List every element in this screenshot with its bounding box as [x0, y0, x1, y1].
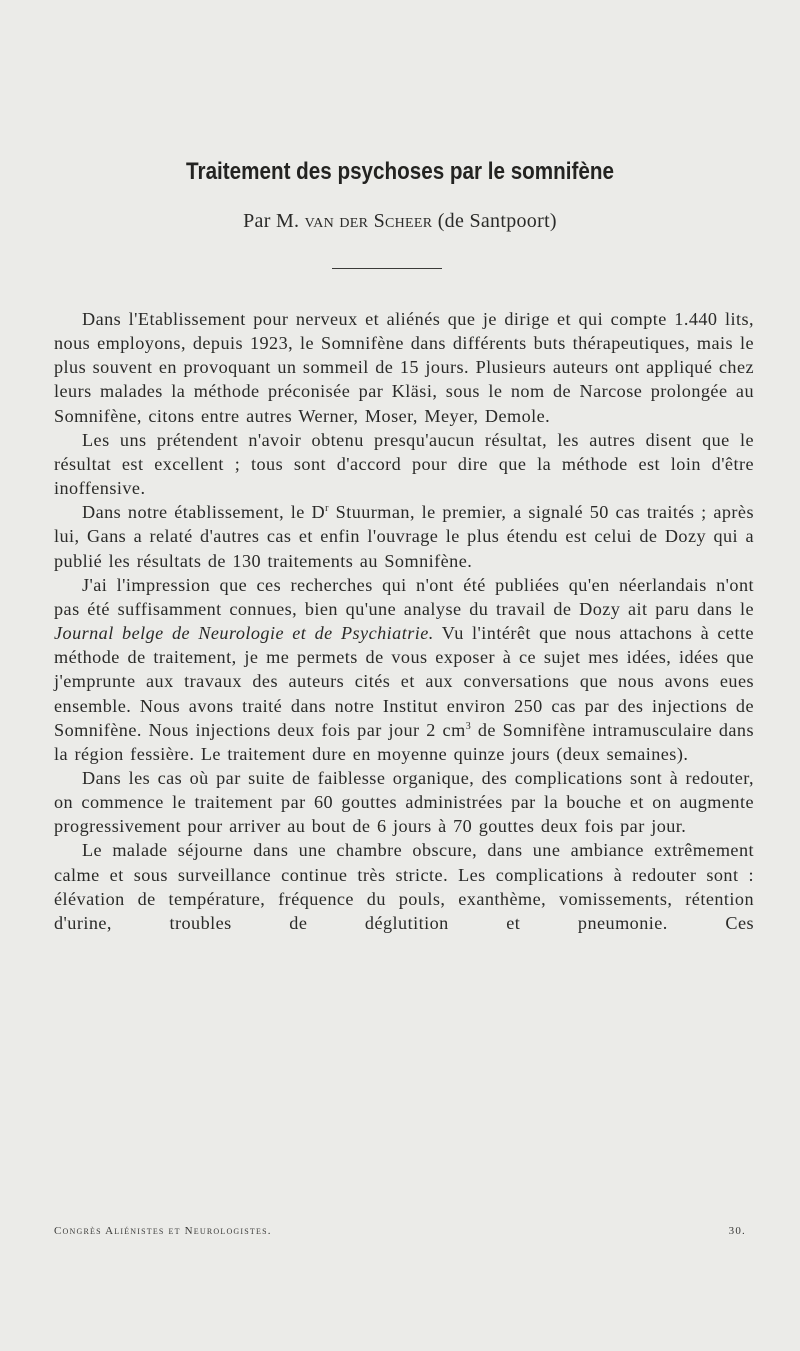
paragraph — [54, 766, 754, 838]
superscript: r — [325, 503, 329, 515]
paragraph-text: Dans notre établissement, le D — [82, 502, 326, 523]
author-affiliation: (de Santpoort) — [437, 210, 557, 232]
paragraph — [54, 307, 754, 428]
paragraph-text: Dans l'Etablissement pour nerveux et aliénés que je dirige et qui compte 1.440 lits, nous employons, depuis 1923, le Somnifène dans différents buts thérapeutiques, mais le plus souvent en provoquant un sommeil de 15 jours. Plusieurs auteurs ont appliqué chez leurs malades la méthode préconisée par Kläsi, sous le nom de Narcose prolongée au Somnifène, citons entre autres Werner, Moser, Meyer, Demole. — [54, 309, 754, 426]
superscript: 3 — [465, 720, 472, 732]
paragraph — [54, 838, 754, 935]
footer-running-title: Congrès Aliénistes et Neurologistes. — [54, 1225, 272, 1237]
paragraph-text: Le malade séjourne dans une chambre obscure, dans une ambiance extrêmement calme et sous surveillance continue très stricte. Les complications à redouter sont : élévation de température, fréquence du pouls, exanthème, vomissements, rétention d'urine, troubles de déglutition et pneumonie. Ces — [54, 840, 754, 933]
paragraph-text: Stuurman, le premier, a signalé 50 cas traités ; après lui, Gans a relaté d'autres cas et enfin l'ouvrage le plus étendu est celui de Dozy qui a publié les résultats de 130 traitements au Somnifène. — [54, 502, 754, 571]
author-name: van der Scheer — [304, 210, 433, 232]
paragraph-text: Vu l'intérêt que nous attachons à cette méthode de traitement, je me permets de vous exposer à ce sujet mes idées, idées que j'emprunte aux travaux des auteurs cités et aux conversations que nous avons eues ensemble. Nous avons traité dans notre Institut environ 250 cas par des injections de Somnifène. Nous injections deux fois par jour 2 cm — [54, 623, 754, 740]
byline — [0, 210, 800, 233]
title-divider — [332, 268, 442, 269]
paragraph — [54, 428, 754, 500]
paragraph — [54, 500, 754, 572]
byline-prefix: Par M. — [243, 210, 300, 232]
article-body — [54, 307, 754, 935]
journal-title: Journal belge de Neurologie et de Psychiatrie. — [54, 623, 434, 644]
paragraph-text: de Somnifène intramusculaire dans la région fessière. Le traitement dure en moyenne quinze jours (deux semaines). — [54, 719, 754, 764]
paragraph-text: J'ai l'impression que ces recherches qui n'ont été publiées qu'en néerlandais n'ont pas été suffisamment connues, bien qu'une analyse du travail de Dozy ait paru dans le — [54, 574, 754, 619]
paragraph — [54, 573, 754, 766]
paragraph-text: Les uns prétendent n'avoir obtenu presqu'aucun résultat, les autres disent que le résultat est excellent ; tous sont d'accord pour dire que la méthode est loin d'être inoffensive. — [54, 429, 754, 499]
signature-mark: 30. — [728, 1225, 746, 1237]
article-title: Traitement des psychoses par le somnifène — [186, 158, 614, 185]
paragraph-text: Dans les cas où par suite de faiblesse organique, des complications sont à redouter, on commence le traitement par 60 gouttes administrées par la bouche et on augmente progressivement pour arriver au bout de 6 jours à 70 gouttes deux fois par jour. — [54, 767, 754, 837]
